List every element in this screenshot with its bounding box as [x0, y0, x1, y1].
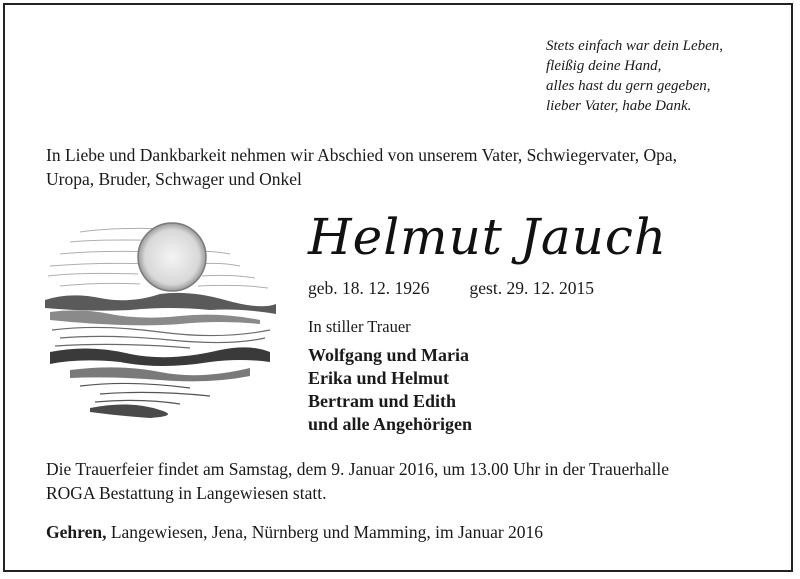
life-dates — [308, 276, 594, 300]
footer-place-rest: Langewiesen, Jena, Nürnberg und Mamming, im Januar 2016 — [106, 522, 544, 542]
deceased-name: Helmut Jauch — [308, 208, 668, 266]
ceremony-info — [46, 457, 669, 505]
poem-line: lieber Vater, habe Dank. — [546, 98, 692, 114]
ceremony-line: Die Trauerfeier findet am Samstag, dem 9. Januar 2016, um 13.00 Uhr in der Trauerhalle — [46, 459, 670, 479]
mourners-list — [308, 344, 472, 436]
intro-line: In Liebe und Dankbarkeit nehmen wir Abschied von unserem Vater, Schwiegervater, Opa, — [46, 145, 677, 165]
mourner-name: Wolfgang und Maria — [308, 345, 470, 365]
sun-landscape-icon — [40, 212, 278, 422]
poem-verse — [546, 36, 723, 116]
birth-date: geb. 18. 12. 1926 — [308, 278, 430, 298]
poem-line: Stets einfach war dein Leben, — [546, 38, 724, 54]
ceremony-line: ROGA Bestattung in Langewiesen statt. — [46, 483, 327, 503]
poem-line: fleißig deine Hand, — [546, 58, 662, 74]
footer-places — [46, 520, 543, 544]
mourner-name: Bertram und Edith — [308, 391, 457, 411]
poem-line: alles hast du gern gegeben, — [546, 78, 711, 94]
mourner-name: und alle Angehörigen — [308, 414, 473, 434]
footer-place-bold: Gehren, — [46, 522, 107, 542]
death-date: gest. 29. 12. 2015 — [469, 278, 594, 298]
mourner-name: Erika und Helmut — [308, 368, 450, 388]
mourning-heading: In stiller Trauer — [308, 317, 411, 336]
intro-line: Uropa, Bruder, Schwager und Onkel — [46, 169, 302, 189]
intro-text — [46, 143, 766, 191]
